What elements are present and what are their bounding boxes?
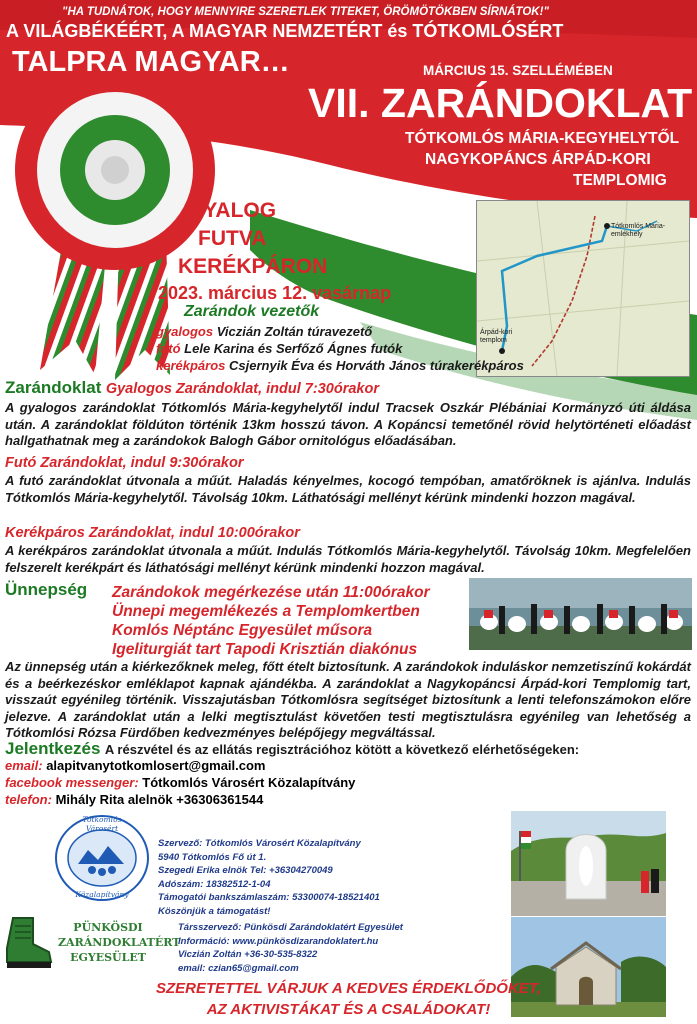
ceremony-text: Az ünnepség után a kiérkezőknek meleg, főtt ételt biztosítunk. A zarándokok induláskor nemzetiszínű kokárdát és a beérkezéskor emléklapot kapnak ajándékba. A zarándoklat a Nagykopáncsi Árpád-kori Templomig tart, visszaút egyénileg történik. Visszajutásban Tótkomlósra segítséget biztosítunk a lenti telefonszámokon előre jelezve. A zarándoklat után a lelki megtisztulást követően testi megtisztulásra egyénileg van lehetőség a Tótkomlósi Rózsa Fürdőben kedvezményes belépőjegy megváltással.: [5, 659, 691, 740]
walk-heading-red: Gyalogos Zarándoklat, indul 7:30órakor: [105, 381, 379, 397]
register-facebook: [5, 775, 355, 792]
footer-line1: SZERETETTEL VÁRJUK A KEDVES ÉRDEKLŐDŐKET,: [155, 980, 542, 997]
route-line3: TEMPLOMIG: [573, 172, 667, 189]
organizer-logo-bottom: Közalapítvány: [75, 890, 129, 899]
organizer-line: Támogatói bankszámlaszám: 53300074-18521401: [158, 892, 380, 904]
page-title: VII. ZARÁNDOKLAT: [308, 80, 693, 126]
route-line2: NAGYKOPÁNCS ÁRPÁD-KORI: [425, 151, 651, 168]
ceremony-line4: Igeliturgiát tart Tapodi Krisztián diakónus: [112, 641, 418, 658]
header-marcius: MÁRCIUS 15. SZELLÉMÉBEN: [423, 63, 613, 78]
header-talpra-magyar: TALPRA MAGYAR…: [12, 46, 290, 78]
coorganizer-line[interactable]: email: czian65@gmail.com: [178, 962, 299, 974]
leaders-heading: Zarándok vezetők: [184, 303, 320, 320]
coorganizer-logo-text: [58, 920, 181, 965]
folk-dance-photo: [469, 578, 692, 650]
mode-futva: FUTVA: [198, 227, 267, 250]
organizer-line: Szegedi Erika elnök Tel: +36304270049: [158, 865, 333, 877]
facebook-value[interactable]: Tótkomlós Városért Közalapítvány: [142, 775, 356, 790]
leader-run: [156, 340, 402, 357]
phone-label: telefon:: [5, 792, 52, 807]
header-quote: "HA TUDNÁTOK, HOGY MENNYIRE SZERETLEK TITEKET, ÖRÖMÖTÖKBEN SÍRNÁTOK!": [62, 6, 549, 18]
event-date: 2023. március 12. vasárnap: [158, 283, 392, 303]
coorganizer-logo-line3: EGYESÜLET: [70, 951, 146, 964]
statue-photo: [511, 811, 666, 916]
mode-gyalog: GYALOG: [187, 199, 277, 222]
facebook-label: facebook messenger:: [5, 775, 139, 790]
ceremony-line3: Komlós Néptánc Egyesület műsora: [112, 622, 373, 639]
mode-kerekparon: KERÉKPÁRON: [178, 255, 328, 278]
footer-message: [0, 978, 697, 1020]
ceremony-heading: Ünnepség: [5, 580, 88, 599]
map-label-start: Tótkomlós Mária-emlékhely: [611, 223, 666, 238]
organizer-info: [158, 837, 380, 919]
coorganizer-info: [178, 921, 403, 975]
register-heading-row: [5, 739, 579, 759]
header-line1: A VILÁGBÉKÉÉRT, A MAGYAR NEMZETÉRT és TÓTKOMLÓSÉRT: [6, 21, 564, 41]
walk-heading: [5, 378, 379, 398]
leader-bike-text: Csjernyik Éva és Horváth János túrakerékpáros: [229, 358, 524, 373]
register-text: A részvétel és az ellátás regisztrációhoz kötött a következő elérhetőségeken:: [104, 742, 580, 757]
leader-walk: [156, 323, 372, 340]
coorganizer-line: Társszervező: Pünkösdi Zarándoklatért Egyesület: [178, 922, 403, 933]
coorganizer-logo-line2: ZARÁNDOKLATÉRT: [58, 936, 181, 949]
leader-bike-label: kerékpáros: [156, 358, 226, 373]
register-heading: Jelentkezés: [5, 739, 101, 758]
email-label: email:: [5, 758, 43, 773]
phone-value: Mihály Rita alelnök +36306361544: [55, 792, 264, 807]
email-value[interactable]: alapitvanytotkomlosert@gmail.com: [46, 758, 266, 773]
organizer-logo-top: Tótkomlós Városért: [82, 815, 122, 833]
leader-run-text: Lele Karina és Serfőző Ágnes futók: [184, 341, 403, 356]
run-text: A futó zarándoklat útvonala a műút. Haladás kényelmes, kocogó tempóban, amatőröknek is ajánlva. Indulás Tótkomlós Mária-kegyhelytől. Távolság 10km. Láthatósági mellényt kérünk mindenki hozzon magával.: [5, 473, 691, 505]
ceremony-line2: Ünnepi megemlékezés a Templomkertben: [112, 603, 420, 620]
map-label-end: Árpád-kori templom: [480, 329, 513, 344]
coorganizer-line[interactable]: Információ: www.pünkösdizarandoklatert.hu: [178, 935, 379, 947]
leader-run-label: futó: [156, 341, 181, 356]
run-heading: Futó Zarándoklat, indul 9:30órakor: [5, 455, 244, 471]
coorganizer-logo-line1: PÜNKÖSDI: [73, 921, 143, 934]
footer-line2: AZ AKTIVISTÁKAT ÉS A CSALÁDOKAT!: [206, 1001, 491, 1018]
organizer-line: Adószám: 18382512-1-04: [158, 878, 271, 890]
organizer-line: Szervező: Tótkomlós Városért Közalapítvány: [158, 838, 361, 849]
coorganizer-line: Viczián Zoltán +36-30-535-8322: [178, 949, 318, 961]
route-map: [476, 200, 690, 377]
boot-icon: [3, 914, 55, 970]
walk-text: A gyalogos zarándoklat Tótkomlós Mária-kegyhelytől indul Tracsek Oszkár Plébániai Kormányzó úti áldása után. A zarándoklat földúton történik 13km hosszú távon. A Kopáncsi temetőnél rövid helytörténeti előadást hallgathatnak meg a zarándokok Balogh Gábor ornitológus előadásában.: [5, 400, 691, 448]
bike-heading: Kerékpáros Zarándoklat, indul 10:00órakor: [5, 525, 300, 541]
register-email: [5, 758, 266, 775]
bike-text: A kerékpáros zarándoklat útvonala a műút. Indulás Tótkomlós Mária-kegyhelytől. Távolság 10km. Megfelelően felszerelt kerékpárt és láthatósági mellényt kérünk mindenki hozzon magával.: [5, 543, 691, 575]
leader-walk-label: gyalogos: [156, 324, 214, 339]
walk-heading-green: Zarándoklat: [5, 378, 102, 397]
register-phone: [5, 792, 263, 809]
organizer-logo: [52, 812, 152, 904]
organizer-line: 5940 Tótkomlós Fő út 1.: [158, 851, 267, 863]
leader-bike: [156, 357, 524, 374]
organizer-line: Köszönjük a támogatást!: [158, 905, 271, 917]
leader-walk-text: Viczián Zoltán túravezető: [216, 324, 373, 339]
route-line1: TÓTKOMLÓS MÁRIA-KEGYHELYTŐL: [405, 130, 680, 147]
ceremony-line1: Zarándokok megérkezése után 11:00órakor: [112, 584, 430, 601]
